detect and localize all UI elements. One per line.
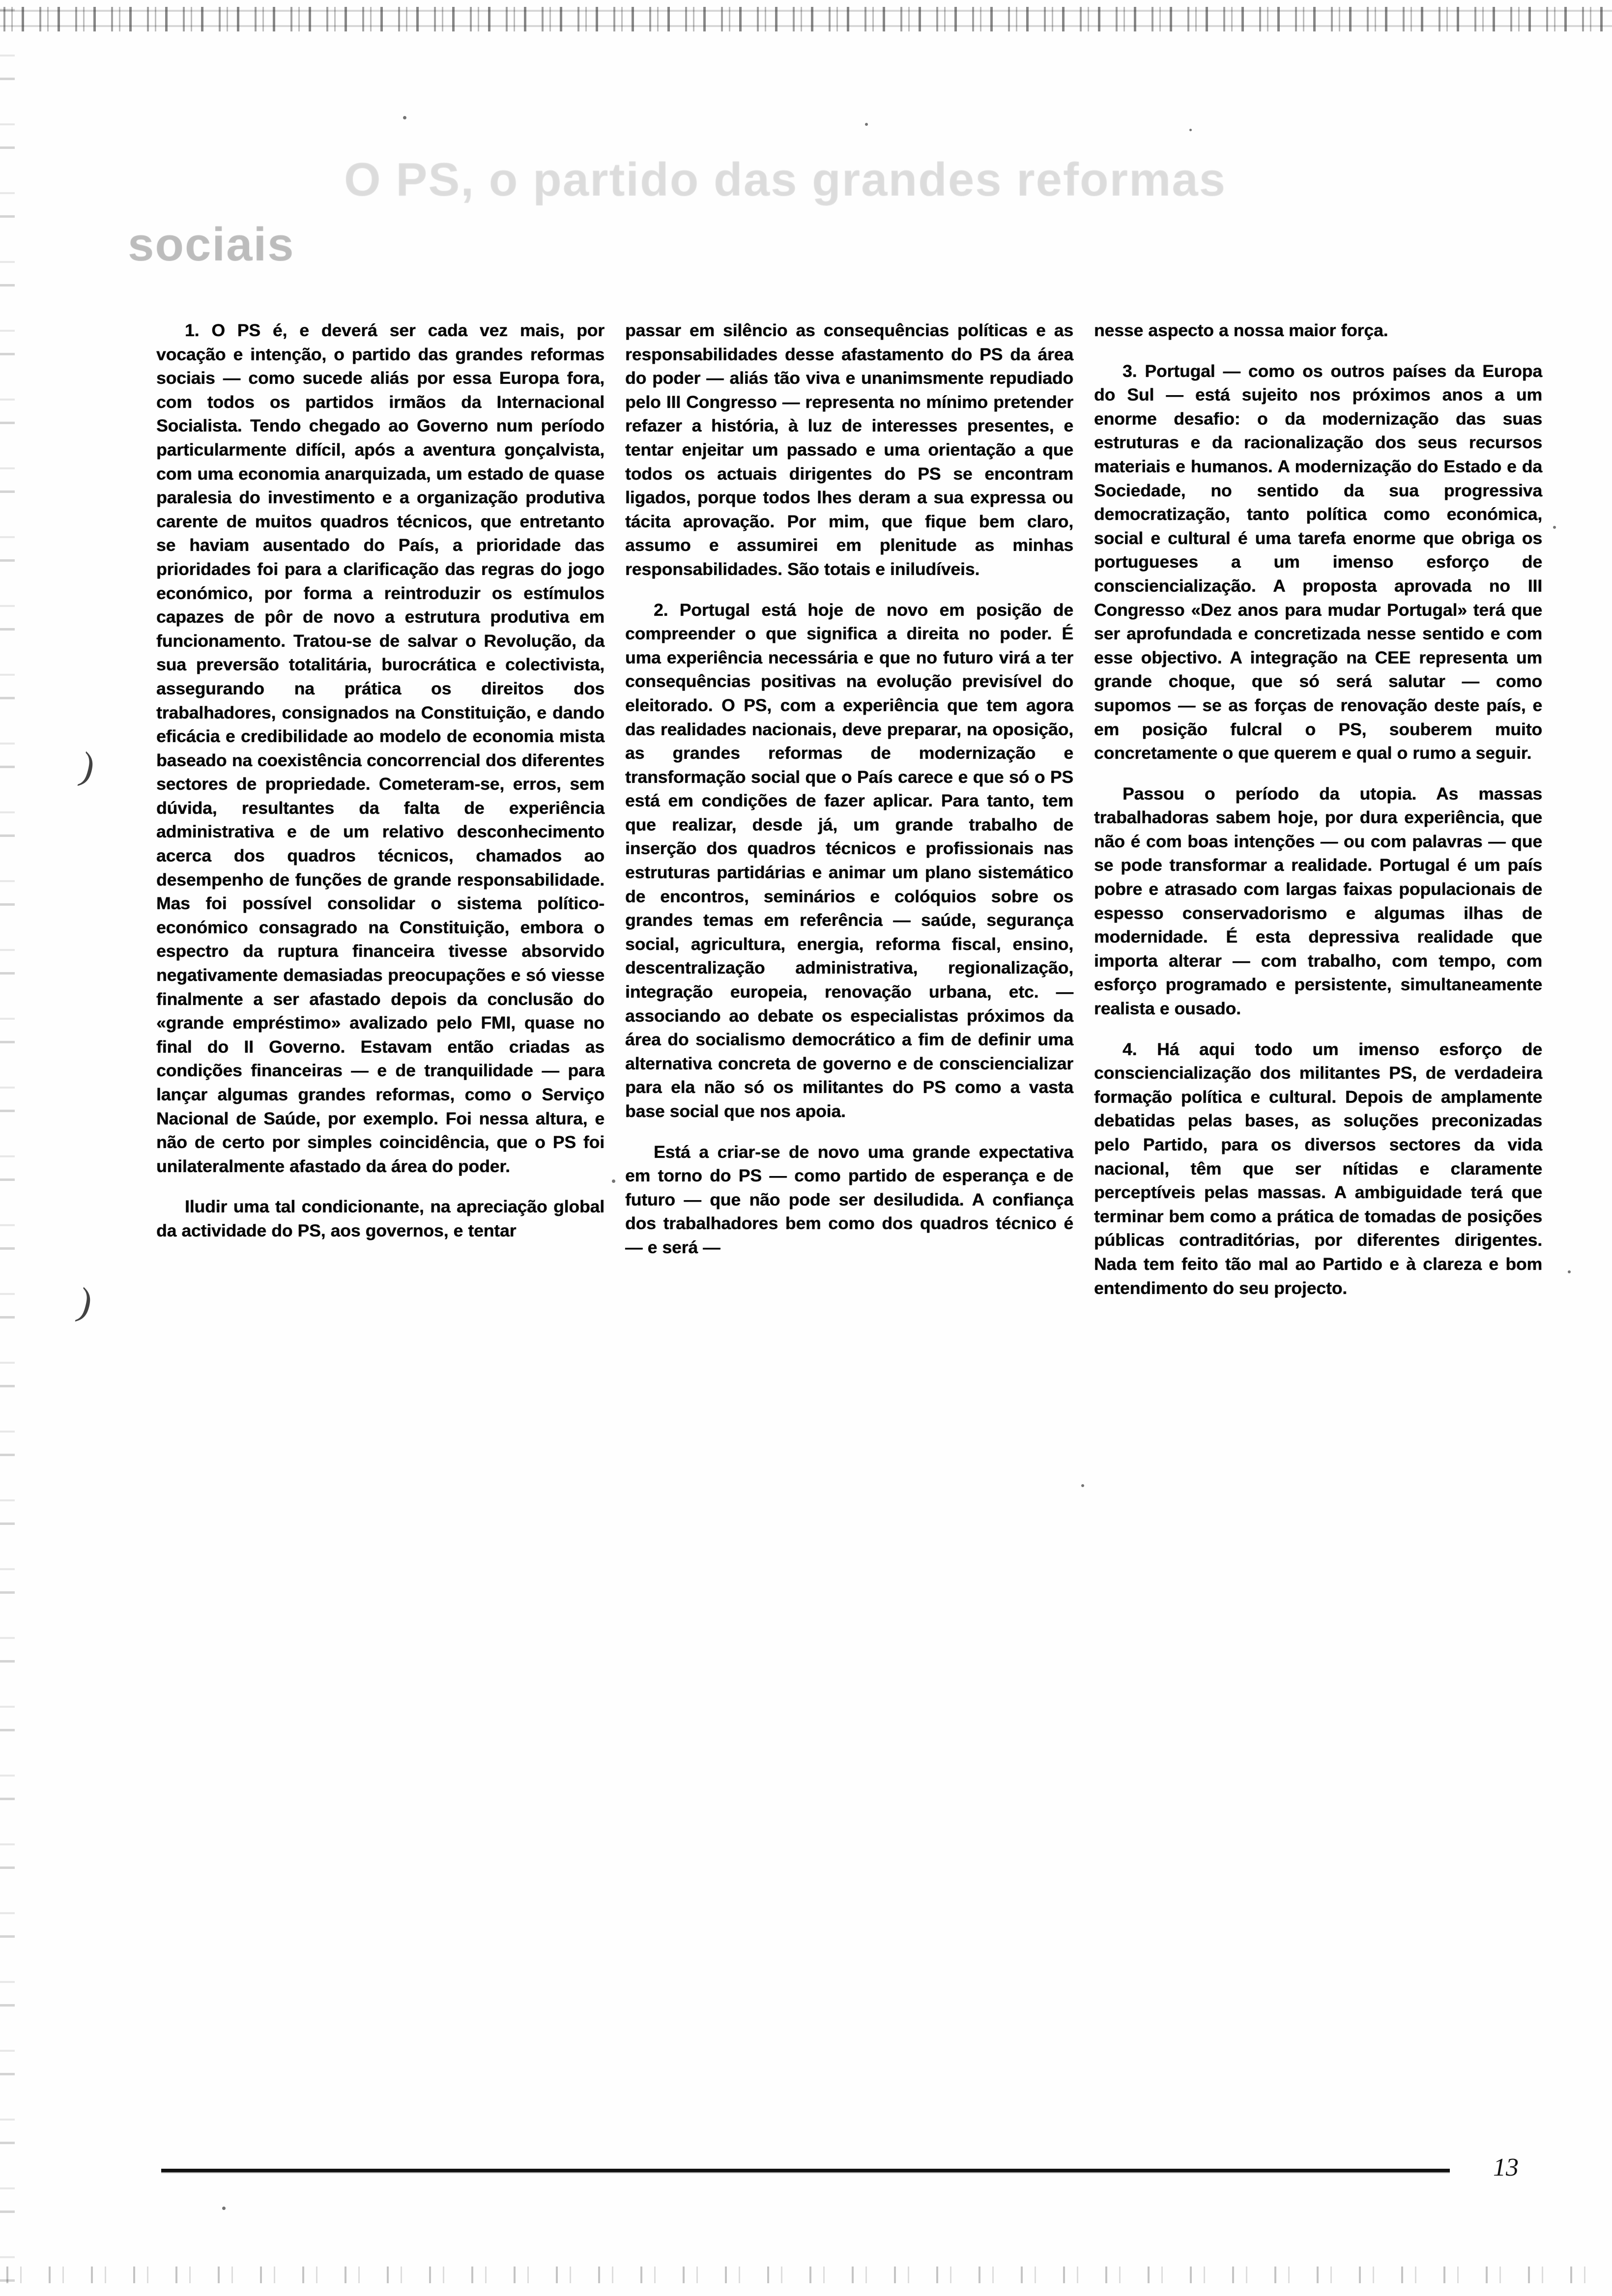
scan-speck xyxy=(403,116,406,119)
scan-speck xyxy=(1081,1484,1084,1487)
scan-noise-top-band xyxy=(0,7,1612,31)
page-title-line-1: O PS, o partido das grandes reformas xyxy=(344,153,1227,206)
page-number: 13 xyxy=(1493,2153,1519,2181)
scan-speck xyxy=(612,1179,615,1183)
scan-noise-left-edge xyxy=(0,0,15,2296)
page-title-line-2: sociais xyxy=(128,218,295,271)
text-column-1 xyxy=(156,318,604,1300)
scan-speck xyxy=(1568,1270,1571,1273)
paragraph: Passou o período da utopia. As massas trabalhadoras sabem hoje, por dura experiência, que não é com boas intenções — ou com palavras — que se pode transformar a realidade. Portugal é um país pobre e atrasado com largas faixas populacionais de espesso conservadorismo e algumas ilhas de modernidade. É esta depressiva realidade que importa alterar — com trabalho, com tempo, com esforço programado e persistente, simultaneamente realista e ousado. xyxy=(1094,783,1542,1019)
article-body xyxy=(156,318,1582,1300)
scan-noise-bottom-band xyxy=(0,2267,1612,2283)
paragraph: Iludir uma tal condicionante, na apreciação global da actividade do PS, aos governos, e tentar xyxy=(156,1197,604,1240)
margin-annotation-mark-2: ) xyxy=(73,1280,97,1325)
scan-speck xyxy=(1189,129,1192,131)
paragraph: 4. Há aqui todo um imenso esforço de consciencialização dos militantes PS, de verdadeira formação política e cultural. Depois de amplamente debatidas pelas bases, as soluções preconizadas pelo Partido, para os diversos sectores da vida nacional, têm que ser nítidas e claramente perceptíveis pelas massas. A ambiguidade terá que terminar bem como a prática de tomadas de posições públicas contraditórias, por diferentes dirigentes. Nada tem feito tão mal ao Partido e à clareza e bom entendimento do seu projecto. xyxy=(1094,1039,1542,1298)
paragraph: nesse aspecto a nossa maior força. xyxy=(1094,320,1388,340)
scan-speck xyxy=(865,123,868,126)
paragraph: 2. Portugal está hoje de novo em posição de compreender o que significa a direita no poder. É uma experiência necessária e que no futuro virá a ter consequências positivas na evolução previsível do eleitorado. O PS, com a experiência que tem agora das realidades nacionais, deve preparar, na oposição, as grandes reformas de modernização e transformação social que o País carece e que só o PS está em condições de fazer aplicar. Para tanto, tem que realizar, desde já, um grande trabalho de inserção dos quadros técnicos e profissionais nas estruturas partidárias e animar um plano sistemático de encontros, seminários e colóquios sobre os grandes temas em referência — saúde, segurança social, agricultura, energia, reforma fiscal, ensino, descentralização administrativa, regionalização, integração europeia, renovação urbana, etc. — associando ao debate os especialistas próximos da área do socialismo democrático a fim de definir uma alternativa concreta de governo e de consciencializar para ela não só os militantes do PS como a vasta base social que nos apoia. xyxy=(625,600,1073,1121)
text-column-2 xyxy=(625,318,1073,1300)
paragraph: 1. O PS é, e deverá ser cada vez mais, por vocação e intenção, o partido das grandes reformas sociais — como sucede aliás por essa Europa fora, com todos os partidos irmãos da Internacional Socialista. Tendo chegado ao Governo num período particularmente difícil, após a aventura gonçalvista, com uma economia anarquizada, um estado de quase paralesia do investimento e a organização produtiva carente de muitos quadros técnicos, que entretanto se haviam ausentado do País, a prioridade das prioridades foi para a clarificação das regras do jogo económico, por forma a reintroduzir os estímulos capazes de pôr de novo a estrutura produtiva em funcionamento. Tratou-se de salvar o Revolução, da sua preversão totalitária, burocrática e colectivista, assegurando na prática os direitos dos trabalhadores, consignados na Constituição, e dando eficácia e credibilidade ao modelo de economia mista baseado na coexistência concorrencial dos diferentes sectores de propriedade. Cometeram-se, erros, sem dúvida, resultantes da falta de experiência administrativa e de um relativo desconhecimento acerca dos quadros técnicos, chamados ao desempenho de funções de grande responsabilidade. Mas foi possível consolidar o sistema político-económico consagrado na Constituição, embora o espectro da ruptura financeira tivesse absorvido negativamente demasiadas preocupações e só viesse finalmente a ser afastado depois da conclusão do «grande empréstimo» avalizado pelo FMI, quase no final do II Governo. Estavam então criadas as condições financeiras — e de tranquilidade — para lançar algumas grandes reformas, como o Serviço Nacional de Saúde, por exemplo. Foi nessa altura, e não de certo por simples coincidência, que o PS foi unilateralmente afastado da área do poder. xyxy=(156,320,604,1176)
margin-annotation-mark-1: ) xyxy=(76,744,100,789)
paragraph: passar em silêncio as consequências políticas e as responsabilidades desse afastamento do PS da área do poder — aliás tão viva e unanimsmente repudiado pelo III Congresso — representa no mínimo pretender refazer a história, à luz de interesses presentes, e tentar enjeitar um passado e uma orientação a que todos os actuais dirigentes do PS se encontram ligados, porque todos lhes deram a sua expressa ou tácita aprovação. Por mim, que fique bem claro, assumo e assumirei em plenitude as minhas responsabilidades. São totais e iniludíveis. xyxy=(625,320,1073,579)
text-column-3 xyxy=(1094,318,1542,1300)
scan-speck xyxy=(222,2207,226,2210)
page-title xyxy=(128,147,1474,278)
paragraph: 3. Portugal — como os outros países da Europa do Sul — está sujeito nos próximos anos a um enorme desafio: o da modernização das suas estruturas e da racionalização dos seus recursos materiais e humanos. A modernização do Estado e da Sociedade, no sentido da sua progressiva democratização, tanto política como económica, social e cultural é uma tarefa enorme que obriga os portugueses a um imenso esforço de consciencialização. A proposta aprovada no III Congresso «Dez anos para mudar Portugal» terá que ser aprofundada e concretizada nesse sentido e com esse objectivo. A integração na CEE representa um grande choque, que só será salutar — como supomos — se as forças de renovação deste país, e em posição fulcral o PS, souberem muito concretamente o que querem e qual o rumo a seguir. xyxy=(1094,361,1542,763)
paragraph: Está a criar-se de novo uma grande expectativa em torno do PS — como partido de esperança e de futuro — que não pode ser desiludida. A confiança dos trabalhadores bem como dos quadros técnico é — e será — xyxy=(625,1142,1073,1257)
scan-speck xyxy=(1553,526,1556,529)
footer-divider xyxy=(161,2169,1450,2172)
